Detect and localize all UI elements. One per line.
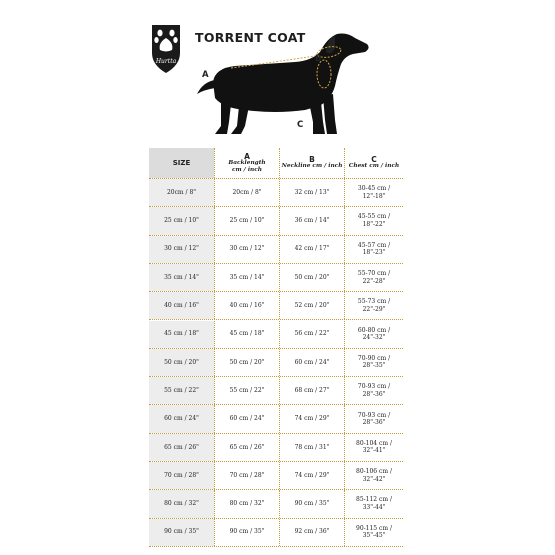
chest-cell: 55-70 cm / 22"-28" — [344, 264, 403, 291]
header-backlength: A Backlength cm / inch — [214, 148, 279, 178]
label-a: A — [202, 70, 209, 80]
size-cell: 25 cm / 10" — [149, 207, 214, 234]
size-cell: 90 cm / 35" — [149, 519, 214, 546]
backlength-cell: 65 cm / 26" — [214, 434, 279, 461]
backlength-cell: 90 cm / 35" — [214, 519, 279, 546]
size-cell: 60 cm / 24" — [149, 405, 214, 432]
table-row — [149, 207, 403, 235]
size-cell: 70 cm / 28" — [149, 462, 214, 489]
neckline-cell: 74 cm / 29" — [279, 462, 344, 489]
header-size: SIZE — [149, 148, 214, 178]
table-row — [149, 264, 403, 292]
neckline-cell: 78 cm / 31" — [279, 434, 344, 461]
table-row — [149, 405, 403, 433]
backlength-cell: 20cm / 8" — [214, 179, 279, 206]
chest-cell: 30-45 cm / 12"-18" — [344, 179, 403, 206]
backlength-cell: 70 cm / 28" — [214, 462, 279, 489]
chest-cell: 60-80 cm / 24"-32" — [344, 321, 403, 348]
size-cell: 35 cm / 14" — [149, 264, 214, 291]
table-row — [149, 377, 403, 405]
size-cell: 55 cm / 22" — [149, 377, 214, 404]
size-cell: 65 cm / 26" — [149, 434, 214, 461]
table-row — [149, 292, 403, 320]
backlength-cell: 45 cm / 18" — [214, 321, 279, 348]
brand-logo — [150, 23, 182, 75]
neckline-cell: 56 cm / 22" — [279, 321, 344, 348]
backlength-cell: 40 cm / 16" — [214, 292, 279, 319]
neckline-cell: 68 cm / 27" — [279, 377, 344, 404]
size-cell: 30 cm / 12" — [149, 236, 214, 263]
table-header-row — [149, 148, 403, 179]
size-table — [149, 148, 403, 548]
neckline-cell: 60 cm / 24" — [279, 349, 344, 376]
label-c: C — [297, 120, 304, 130]
table-row — [149, 179, 403, 207]
size-cell: 20cm / 8" — [149, 179, 214, 206]
chest-cell: 80-106 cm / 32"-42" — [344, 462, 403, 489]
product-title: TORRENT COAT — [195, 30, 306, 45]
header-chest: C Chest cm / inch — [344, 148, 403, 178]
chest-cell: 70-90 cm / 28"-35" — [344, 349, 403, 376]
table-row — [149, 321, 403, 349]
table-row — [149, 236, 403, 264]
chest-cell: 90-115 cm / 35"-45" — [344, 519, 403, 546]
chest-cell: 70-93 cm / 28"-36" — [344, 377, 403, 404]
backlength-cell: 30 cm / 12" — [214, 236, 279, 263]
neckline-cell: 90 cm / 35" — [279, 490, 344, 517]
neckline-cell: 32 cm / 13" — [279, 179, 344, 206]
chest-cell: 70-93 cm / 28"-36" — [344, 405, 403, 432]
label-b: B — [315, 54, 322, 64]
chest-cell: 80-104 cm / 32"-41" — [344, 434, 403, 461]
chest-cell: 85-112 cm / 33"-44" — [344, 490, 403, 517]
chest-cell: 45-55 cm / 18"-22" — [344, 207, 403, 234]
size-cell: 50 cm / 20" — [149, 349, 214, 376]
neckline-cell: 50 cm / 20" — [279, 264, 344, 291]
table-row — [149, 519, 403, 547]
header-neckline: B Neckline cm / inch — [279, 148, 344, 178]
backlength-cell: 80 cm / 32" — [214, 490, 279, 517]
neckline-cell: 36 cm / 14" — [279, 207, 344, 234]
size-cell: 40 cm / 16" — [149, 292, 214, 319]
backlength-cell: 25 cm / 10" — [214, 207, 279, 234]
neckline-cell: 52 cm / 20" — [279, 292, 344, 319]
backlength-cell: 35 cm / 14" — [214, 264, 279, 291]
size-cell: 45 cm / 18" — [149, 321, 214, 348]
table-row — [149, 490, 403, 518]
brand-label: Hurtta — [155, 58, 177, 65]
chest-cell: 45-57 cm / 18"-23" — [344, 236, 403, 263]
neckline-cell: 74 cm / 29" — [279, 405, 344, 432]
neckline-cell: 42 cm / 17" — [279, 236, 344, 263]
table-row — [149, 462, 403, 490]
chest-cell: 55-73 cm / 22"-29" — [344, 292, 403, 319]
table-row — [149, 434, 403, 462]
table-row — [149, 349, 403, 377]
backlength-cell: 55 cm / 22" — [214, 377, 279, 404]
neckline-cell: 92 cm / 36" — [279, 519, 344, 546]
dog-measurement-diagram — [195, 22, 420, 140]
backlength-cell: 50 cm / 20" — [214, 349, 279, 376]
backlength-cell: 60 cm / 24" — [214, 405, 279, 432]
size-cell: 80 cm / 32" — [149, 490, 214, 517]
